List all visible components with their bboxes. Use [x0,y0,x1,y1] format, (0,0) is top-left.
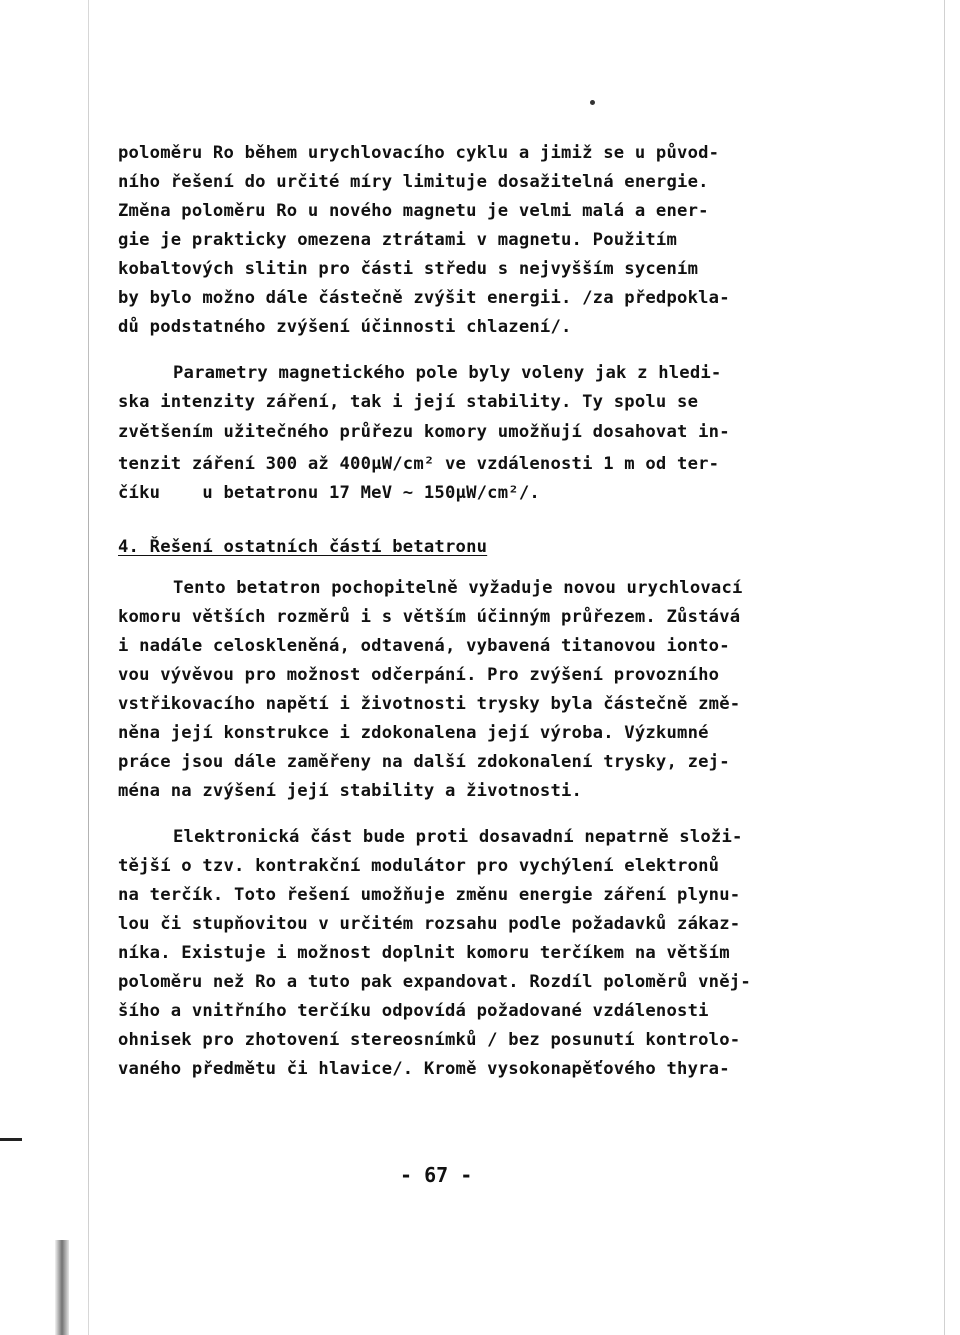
text-line: by bylo možno dále částečně zvýšit energii. /za předpokla- [118,288,730,308]
margin-mark [0,1138,22,1141]
text-line: šího a vnitřního terčíku odpovídá požadované vzdálenosti [118,1001,709,1021]
text-line: Tento betatron pochopitelně vyžaduje novou urychlovací [173,578,743,598]
text-line: ohnisek pro zhotovení stereosnímků / bez posunutí kontrolo- [118,1030,741,1050]
scan-edge-left [88,0,89,1335]
text-line: Parametry magnetického pole byly voleny jak z hledi- [173,363,722,383]
scan-stain [55,1240,69,1335]
text-line: tější o tzv. kontrakční modulátor pro vychýlení elektronů [118,856,720,876]
text-line: vaného předmětu či hlavice/. Kromě vysokonapěťového thyra- [118,1059,730,1079]
scan-dot [590,100,595,105]
text-line: i nadále celoskleněná, odtavená, vybavená titanovou ionto- [118,636,730,656]
text-line: vou vývěvou pro možnost odčerpání. Pro zvýšení provozního [118,665,720,685]
text-line: poloměru než Ro a tuto pak expandovat. Rozdíl poloměrů vněj- [118,972,751,992]
text-line: poloměru Ro během urychlovacího cyklu a jimiž se u původ- [118,143,720,163]
text-line: vstřikovacího napětí i životnosti trysky byla částečně změ- [118,694,741,714]
text-line: tenzit záření 300 až 400µW/cm² ve vzdálenosti 1 m od ter- [118,454,720,474]
text-line: číku u betatronu 17 MeV ~ 150µW/cm²/. [118,483,540,503]
section-heading: 4. Řešení ostatních částí betatronu [118,537,488,557]
text-line: dů podstatného zvýšení účinnosti chlazení/. [118,317,572,337]
text-line: kobaltových slitin pro části středu s nejvyšším sycením [118,259,699,279]
text-line: na terčík. Toto řešení umožňuje změnu energie záření plynu- [118,885,741,905]
text-line: komoru větších rozměrů i s větším účinným průřezem. Zůstává [118,607,741,627]
scan-edge-right [944,0,945,1335]
text-line: gie je prakticky omezena ztrátami v magnetu. Použitím [118,230,678,250]
text-line: Změna poloměru Ro u nového magnetu je velmi malá a ener- [118,201,709,221]
text-line: ního řešení do určité míry limituje dosažitelná energie. [118,172,709,192]
text-line: ména na zvýšení její stability a životnosti. [118,781,583,801]
text-line: lou či stupňovitou v určitém rozsahu podle požadavků zákaz- [118,914,741,934]
text-line: zvětšením užitečného průřezu komory umožňují dosahovat in- [118,422,730,442]
text-line: Elektronická část bude proti dosavadní nepatrně složi- [173,827,743,847]
text-line: práce jsou dále zaměřeny na další zdokonalení trysky, zej- [118,752,730,772]
page-number: - 67 - [400,1163,473,1187]
text-line: něna její konstrukce i zdokonalena její výroba. Výzkumné [118,723,709,743]
text-line: níka. Existuje i možnost doplnit komoru terčíkem na větším [118,943,730,963]
text-line: ska intenzity záření, tak i její stability. Ty spolu se [118,392,699,412]
